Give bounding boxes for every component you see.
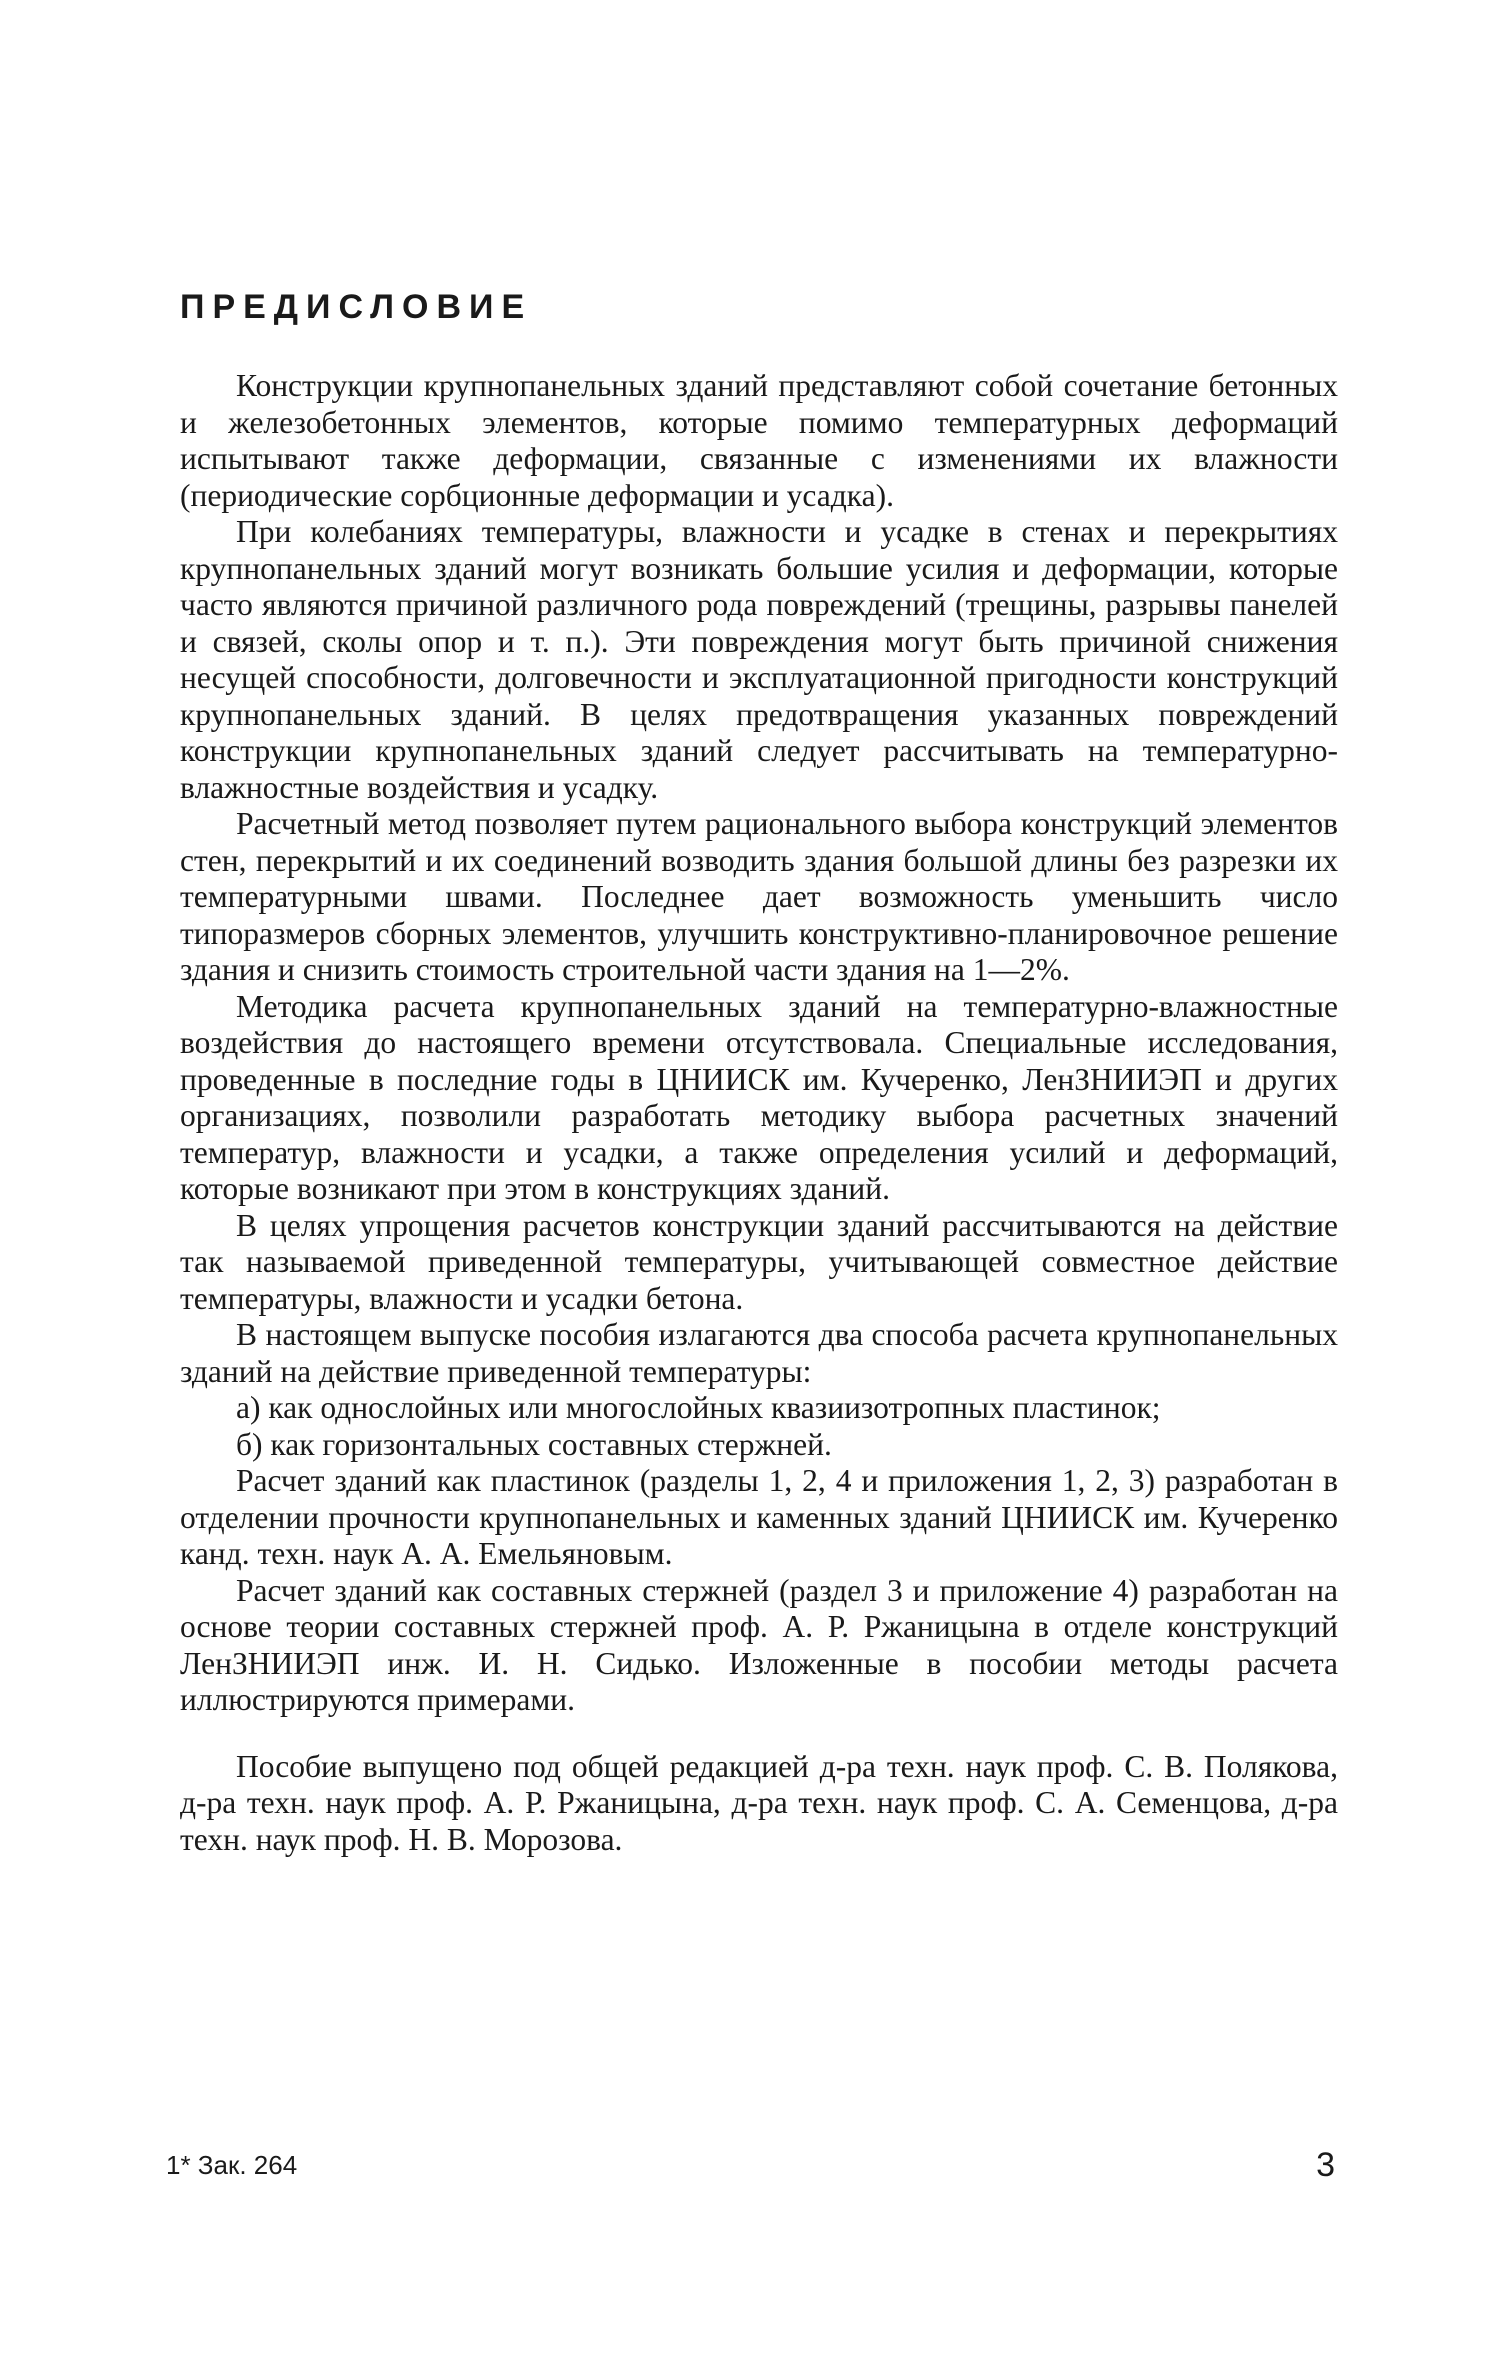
paragraph-rods-authors: Расчет зданий как составных стержней (раздел 3 и приложение 4) разработан на основе теории составных стержней проф. А. Р. Ржаницына в отделе конструкций ЛенЗНИИЭП инж. И. Н. Сидько. Изложенные в пособии методы расчета иллюстрируются примерами. [180,1572,1338,1717]
paragraph-damage: При колебаниях температуры, влажности и усадке в стенах и перекрытиях крупнопанельных зданий могут возникать большие усилия и деформации, которые часто являются причиной различного рода повреждений (трещины, разрывы панелей и связей, сколы опор и т. п.). Эти повреждения могут быть причиной снижения несущей способности, долговечности и эксплуатационной пригодности конструкций крупнопанельных зданий. В целях предотвращения указанных повреждений конструкции крупнопанельных зданий следует рассчитывать на температурно-влажностные воздействия и усадку. [180,514,1338,805]
paragraph-plates-authors: Расчет зданий как пластинок (разделы 1, 2, 4 и приложения 1, 2, 3) разработан в отделении прочности крупнопанельных и каменных зданий ЦНИИСК им. Кучеренко канд. техн. наук А. А. Емельяновым. [180,1463,1338,1571]
order-mark: 1* Зак. 264 [166,2150,298,2180]
paragraph-methodology: Методика расчета крупнопанельных зданий на температурно-влажностные воздействия до настоящего времени отсутствовала. Специальные исследования, проведенные в последние годы в ЦНИИСК им. Кучеренко, ЛенЗНИИЭП и других организациях, позволили разработать методику выбора расчетных значений температур, влажности и усадки, а также определения усилий и деформаций, которые возникают при этом в конструкциях зданий. [180,988,1338,1206]
body-text [180,368,1338,1858]
list-item-b: б) как горизонтальных составных стержней. [236,1426,832,1462]
paragraph-method: Расчетный метод позволяет путем рационального выбора конструкций элементов стен, перекрытий и их соединений возводить здания большой длины без разрезки их температурными швами. Последнее дает возможность уменьшить число типоразмеров сборных элементов, улучшить конструктивно-планировочное решение здания и снизить стоимость строительной части здания на 1—2%. [180,806,1338,987]
paragraph-two-methods: В настоящем выпуске пособия излагаются два способа расчета крупнопанельных зданий на действие приведенной температуры: [180,1317,1338,1389]
page-number: 3 [1316,2146,1335,2184]
paragraph-intro: Конструкции крупнопанельных зданий представляют собой сочетание бетонных и железобетонных элементов, которые помимо температурных деформаций испытывают также деформации, связанные с изменениями их влажности (периодические сорбционные деформации и усадка). [180,368,1338,513]
paragraph-simplification: В целях упрощения расчетов конструкции зданий рассчитываются на действие так называемой приведенной температуры, учитывающей совместное действие температуры, влажности и усадки бетона. [180,1207,1338,1316]
paragraph-editors: Пособие выпущено под общей редакцией д-ра техн. наук проф. С. В. Полякова, д-ра техн. наук проф. А. Р. Ржаницына, д-ра техн. наук проф. С. А. Семенцова, д-ра техн. наук проф. Н. В. Морозова. [180,1748,1338,1857]
page-title: ПРЕДИСЛОВИЕ [180,288,533,326]
list-item-a: а) как однослойных или многослойных квазиизотропных пластинок; [236,1390,1161,1425]
